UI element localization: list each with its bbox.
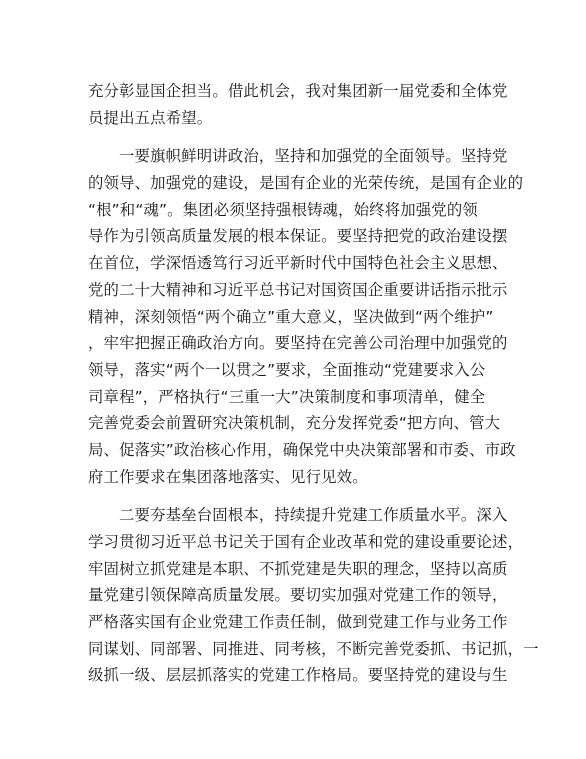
text-line: 二要夯基垒台固根本，持续提升党建工作质量水平。深入 — [119, 506, 508, 525]
text-line: 导作为引领高质量发展的根本保证。要坚持把党的政治建设摆 — [88, 227, 508, 246]
text-line: 员提出五点希望。 — [88, 108, 213, 127]
text-line: ，牢牢把握正确政治方向。要坚持在完善公司治理中加强党的 — [88, 334, 508, 353]
text-line: 司章程”，严格执行“三重一大”决策制度和事项清单，健全 — [88, 387, 486, 406]
text-line: 领导，落实“两个一以贯之”要求，全面推动“党建要求入公 — [88, 360, 486, 379]
text-line: 精神，深刻领悟“两个确立”重大意义，坚决做到“两个维护” — [88, 307, 494, 326]
text-line: 量党建引领保障高质量发展。要切实加强对党建工作的领导， — [88, 586, 508, 605]
text-line: 学习贯彻习近平总书记关于国有企业改革和党的建设重要论述， — [88, 533, 524, 551]
text-line: 严格落实国有企业党建工作责任制，做到党建工作与业务工作 — [88, 613, 508, 632]
text-line: 府工作要求在集团落地落实、见行见效。 — [88, 467, 368, 486]
paragraph-1 — [88, 78, 508, 131]
paragraph-gap — [88, 131, 504, 143]
paragraph-3 — [88, 502, 539, 689]
text-line: 在首位，学深悟透笃行习近平新时代中国特色社会主义思想、 — [88, 254, 508, 273]
text-line: 局、促落实”政治核心作用，确保党中央决策部署和市委、市政 — [88, 440, 516, 459]
document-body — [88, 78, 539, 689]
text-line: 的领导、加强党的建设，是国有企业的光荣传统，是国有企业的 — [88, 174, 524, 193]
text-line: 党的二十大精神和习近平总书记对国资国企重要讲话指示批示 — [88, 280, 508, 299]
text-line: 级抓一级、层层抓落实的党建工作格局。要坚持党的建设与生 — [88, 666, 508, 685]
text-line: 牢固树立抓党建是本职、不抓党建是失职的理念，坚持以高质 — [88, 559, 508, 578]
text-line: 一要旗帜鲜明讲政治，坚持和加强党的全面领导。坚持党 — [119, 147, 508, 166]
text-line: 同谋划、同部署、同推进、同考核，不断完善党委抓、书记抓，一 — [88, 639, 539, 658]
text-line: “根”和“魂”。集团必须坚持强根铸魂，始终将加强党的领 — [88, 200, 478, 219]
paragraph-gap — [88, 490, 504, 502]
paragraph-2 — [88, 143, 524, 490]
text-line: 充分彰显国企担当。借此机会，我对集团新一届党委和全体党 — [88, 82, 508, 100]
text-line: 完善党委会前置研究决策机制，充分发挥党委“把方向、管大 — [88, 414, 501, 433]
